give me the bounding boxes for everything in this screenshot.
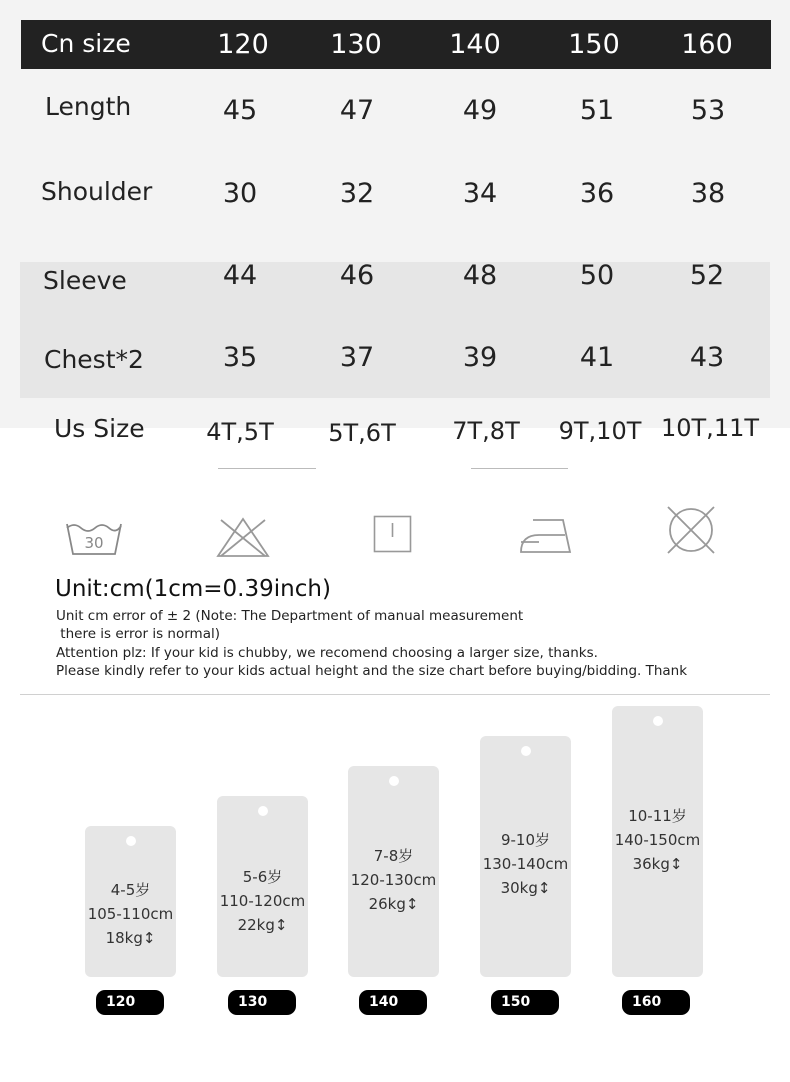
- row-label: Sleeve: [43, 266, 127, 295]
- tag-height: 140-150cm: [614, 831, 701, 849]
- table-cell: 36: [579, 178, 615, 209]
- tag-height: 105-110cm: [87, 905, 174, 923]
- table-cell: 7T,8T: [452, 417, 520, 445]
- note-line: Unit cm error of ± 2 (Note: The Department of manual measurement: [56, 608, 524, 624]
- header-size: 140: [449, 29, 501, 60]
- note-line: Attention plz: If your kid is chubby, we recomend choosing a larger size, thanks.: [56, 645, 598, 661]
- size-tag-130: [217, 796, 308, 977]
- tag-hole: [126, 836, 136, 846]
- tumble-dry-icon: [373, 515, 413, 553]
- size-tag-150: [480, 736, 571, 977]
- table-cell: 10T,11T: [660, 414, 760, 442]
- header-size: 160: [681, 29, 733, 60]
- size-tag-120: [85, 826, 176, 977]
- table-cell: 5T,6T: [328, 419, 396, 447]
- tag-height: 120-130cm: [350, 871, 437, 889]
- tag-hole: [521, 746, 531, 756]
- size-pill: 160: [622, 990, 690, 1015]
- table-cell: 50: [579, 260, 615, 291]
- table-cell: 37: [339, 342, 375, 373]
- tag-height: 110-120cm: [219, 892, 306, 910]
- table-cell: 49: [462, 95, 498, 126]
- do-not-dry-clean-icon: [665, 504, 717, 556]
- unit-title: Unit:cm(1cm=0.39inch): [55, 576, 331, 602]
- wash-temperature: 30: [84, 534, 104, 552]
- row-label: Length: [45, 92, 132, 121]
- tag-weight: 22kg↕: [237, 916, 288, 934]
- table-row-shoulder: [0, 177, 790, 217]
- table-cell: 38: [690, 178, 726, 209]
- iron-icon: [519, 515, 573, 555]
- size-tag-140: [348, 766, 439, 977]
- header-label: Cn size: [41, 29, 131, 58]
- table-row-sleeve: [0, 261, 790, 301]
- tag-weight: 30kg↕: [500, 879, 551, 897]
- size-pill: 130: [228, 990, 296, 1015]
- size-tag-160: [612, 706, 703, 977]
- table-cell: 32: [339, 178, 375, 209]
- size-table-header: [21, 20, 771, 69]
- tag-age: 7-8岁: [373, 847, 414, 865]
- table-row-us-size: [0, 414, 790, 454]
- tag-weight: 18kg↕: [105, 929, 156, 947]
- tag-weight: 26kg↕: [368, 895, 419, 913]
- table-cell: 47: [339, 95, 375, 126]
- tag-age: 4-5岁: [110, 881, 151, 899]
- section-divider: [20, 694, 770, 695]
- row-label: Us Size: [54, 414, 145, 443]
- tag-age: 9-10岁: [500, 831, 551, 849]
- size-pill: 140: [359, 990, 427, 1015]
- table-cell: 4T,5T: [206, 418, 274, 446]
- table-cell: 35: [222, 342, 258, 373]
- note-line: Please kindly refer to your kids actual height and the size chart before buying/bidding. Thank: [56, 663, 688, 679]
- table-row-chest: [0, 342, 790, 382]
- tag-hole: [653, 716, 663, 726]
- row-label: Shoulder: [41, 177, 153, 206]
- header-size: 120: [217, 29, 269, 60]
- table-row-length: [0, 92, 790, 132]
- note-line: there is error is normal): [56, 626, 220, 642]
- wash-30-icon: [65, 520, 123, 556]
- table-cell: 46: [339, 260, 375, 291]
- table-cell: 43: [689, 342, 725, 373]
- tag-weight: 36kg↕: [632, 855, 683, 873]
- table-cell: 45: [222, 95, 258, 126]
- table-cell: 53: [690, 95, 726, 126]
- table-cell: 51: [579, 95, 615, 126]
- tag-age: 5-6岁: [242, 868, 283, 886]
- divider: [471, 468, 568, 469]
- tag-hole: [258, 806, 268, 816]
- table-cell: 44: [222, 260, 258, 291]
- header-size: 130: [330, 29, 382, 60]
- size-pill: 150: [491, 990, 559, 1015]
- tag-height: 130-140cm: [482, 855, 569, 873]
- table-cell: 39: [462, 342, 498, 373]
- table-cell: 30: [222, 178, 258, 209]
- tag-age: 10-11岁: [628, 807, 687, 825]
- header-size: 150: [568, 29, 620, 60]
- table-cell: 52: [689, 260, 725, 291]
- row-label: Chest*2: [44, 345, 144, 374]
- table-cell: 9T,10T: [558, 417, 642, 445]
- tag-hole: [389, 776, 399, 786]
- table-cell: 48: [462, 260, 498, 291]
- size-pill: 120: [96, 990, 164, 1015]
- table-cell: 34: [462, 178, 498, 209]
- table-cell: 41: [579, 342, 615, 373]
- do-not-bleach-icon: [215, 516, 271, 558]
- divider: [218, 468, 316, 469]
